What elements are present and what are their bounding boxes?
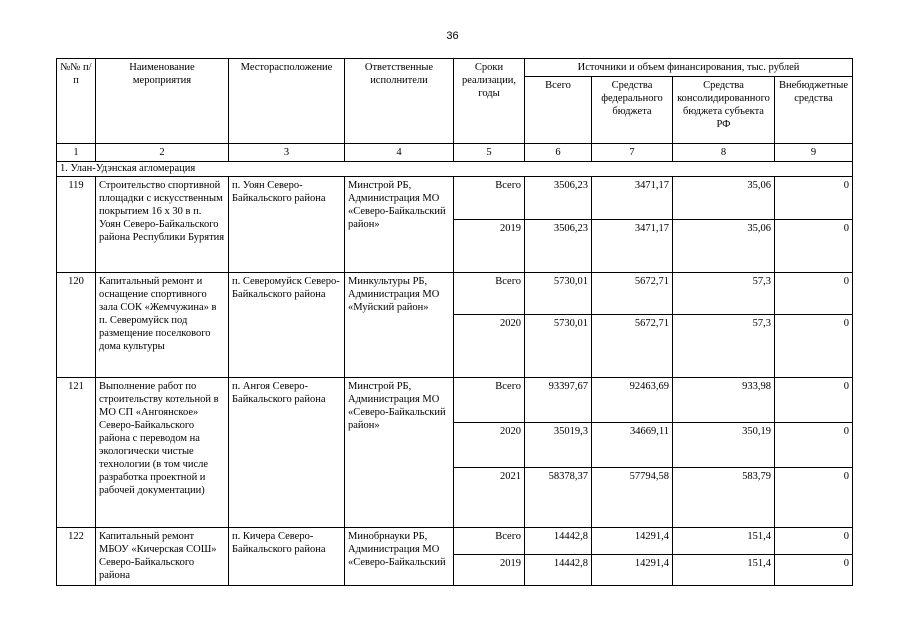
- column-number: 6: [525, 144, 592, 162]
- column-number: 2: [96, 144, 229, 162]
- row-period: Всего: [454, 177, 525, 220]
- header-regional: Средства консолидированного бюджета субъекта РФ: [673, 77, 775, 144]
- row-federal: 5672,71: [592, 273, 673, 315]
- row-total: 5730,01: [525, 273, 592, 315]
- column-number: 9: [775, 144, 853, 162]
- row-total: 5730,01: [525, 315, 592, 378]
- row-extrabudget: 0: [775, 220, 853, 273]
- financing-table: [56, 58, 853, 586]
- section-title: 1. Улан-Удэнская агломерация: [57, 162, 853, 177]
- column-number-row: [57, 144, 853, 162]
- row-federal: 3471,17: [592, 177, 673, 220]
- row-regional: 583,79: [673, 468, 775, 528]
- row-extrabudget: 0: [775, 177, 853, 220]
- row-regional: 57,3: [673, 273, 775, 315]
- row-period: Всего: [454, 273, 525, 315]
- table-row: [57, 177, 853, 220]
- row-number: 121: [57, 378, 96, 528]
- row-extrabudget: 0: [775, 528, 853, 555]
- row-period: 2019: [454, 220, 525, 273]
- row-extrabudget: 0: [775, 423, 853, 468]
- row-name: Капитальный ремонт МБОУ «Кичерская СОШ» Северо-Байкальского района: [96, 528, 229, 586]
- row-regional: 35,06: [673, 220, 775, 273]
- header-period: Сроки реализации, годы: [454, 59, 525, 144]
- row-period: 2019: [454, 555, 525, 586]
- row-period: 2020: [454, 315, 525, 378]
- row-federal: 14291,4: [592, 528, 673, 555]
- row-federal: 5672,71: [592, 315, 673, 378]
- column-number: 8: [673, 144, 775, 162]
- table-row: [57, 273, 853, 315]
- column-number: 7: [592, 144, 673, 162]
- row-location: п. Кичера Северо-Байкальского района: [229, 528, 345, 586]
- row-extrabudget: 0: [775, 378, 853, 423]
- column-number: 4: [345, 144, 454, 162]
- header-num: №№ п/п: [57, 59, 96, 144]
- header-name: Наименование мероприятия: [96, 59, 229, 144]
- row-period: Всего: [454, 378, 525, 423]
- header-executors: Ответственные исполнители: [345, 59, 454, 144]
- header-row: [57, 59, 853, 77]
- row-period: 2021: [454, 468, 525, 528]
- row-location: п. Ангоя Северо-Байкальского района: [229, 378, 345, 528]
- row-total: 58378,37: [525, 468, 592, 528]
- row-location: п. Уоян Северо-Байкальского района: [229, 177, 345, 273]
- row-executors: Минобрнауки РБ, Администрация МО «Северо-Байкальский: [345, 528, 454, 586]
- row-executors: Минстрой РБ, Администрация МО «Северо-Байкальский район»: [345, 378, 454, 528]
- section-row: [57, 162, 853, 177]
- row-total: 3506,23: [525, 177, 592, 220]
- column-number: 5: [454, 144, 525, 162]
- row-period: Всего: [454, 528, 525, 555]
- row-executors: Минкультуры РБ, Администрация МО «Муйский район»: [345, 273, 454, 378]
- row-federal: 34669,11: [592, 423, 673, 468]
- row-federal: 92463,69: [592, 378, 673, 423]
- column-number: 1: [57, 144, 96, 162]
- row-executors: Минстрой РБ, Администрация МО «Северо-Байкальский район»: [345, 177, 454, 273]
- row-total: 93397,67: [525, 378, 592, 423]
- row-extrabudget: 0: [775, 555, 853, 586]
- row-total: 3506,23: [525, 220, 592, 273]
- page-number: 36: [446, 30, 459, 42]
- row-name: Выполнение работ по строительству котельной в МО СП «Ангоянское» Северо-Байкальского района с переводом на экологически чистые технологии (в том числе разработка проектной и рабочей документации): [96, 378, 229, 528]
- row-number: 122: [57, 528, 96, 586]
- row-extrabudget: 0: [775, 468, 853, 528]
- row-regional: 35,06: [673, 177, 775, 220]
- table-row: [57, 528, 853, 555]
- header-funding-group: Источники и объем финансирования, тыс. рублей: [525, 59, 853, 77]
- row-period: 2020: [454, 423, 525, 468]
- row-federal: 3471,17: [592, 220, 673, 273]
- table-row: [57, 378, 853, 423]
- row-total: 35019,3: [525, 423, 592, 468]
- row-number: 119: [57, 177, 96, 273]
- header-total: Всего: [525, 77, 592, 144]
- row-extrabudget: 0: [775, 315, 853, 378]
- row-name: Капитальный ремонт и оснащение спортивного зала СОК «Жемчужина» в п. Северомуйск под размещение поселкового дома культуры: [96, 273, 229, 378]
- column-number: 3: [229, 144, 345, 162]
- row-regional: 57,3: [673, 315, 775, 378]
- row-regional: 151,4: [673, 555, 775, 586]
- row-federal: 14291,4: [592, 555, 673, 586]
- row-name: Строительство спортивной площадки с искусственным покрытием 16 х 30 в п. Уоян Северо-Байкальского района Республики Бурятия: [96, 177, 229, 273]
- row-federal: 57794,58: [592, 468, 673, 528]
- row-total: 14442,8: [525, 528, 592, 555]
- row-regional: 933,98: [673, 378, 775, 423]
- row-extrabudget: 0: [775, 273, 853, 315]
- row-regional: 350,19: [673, 423, 775, 468]
- row-location: п. Северомуйск Северо-Байкальского района: [229, 273, 345, 378]
- header-location: Месторасположение: [229, 59, 345, 144]
- header-extrabudget: Внебюджетные средства: [775, 77, 853, 144]
- row-total: 14442,8: [525, 555, 592, 586]
- row-number: 120: [57, 273, 96, 378]
- row-regional: 151,4: [673, 528, 775, 555]
- header-federal: Средства федерального бюджета: [592, 77, 673, 144]
